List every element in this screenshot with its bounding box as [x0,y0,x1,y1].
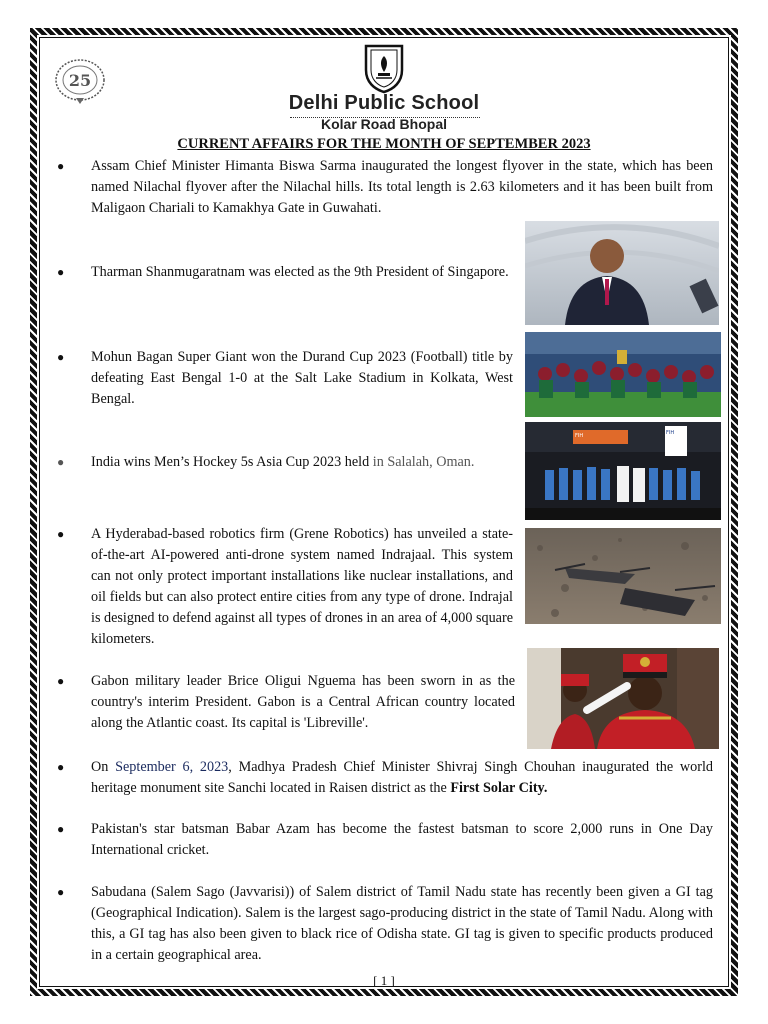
bullet: ● [57,760,65,774]
bullet: ● [57,527,65,541]
solar-city-highlight: First Solar City. [450,780,548,796]
news-item-solar-city [91,757,713,799]
solar-city-prefix: On [91,759,116,775]
news-item-hockey-5s [91,452,521,473]
durand-cup-photo [525,332,721,417]
news-item-singapore-president: Tharman Shanmugaratnam was elected as the 9th President of Singapore. [91,264,509,280]
news-item-durand-cup: Mohun Bagan Super Giant won the Durand Cup 2023 (Football) title by defeating East Bengal 1-0 at the Salt Lake Stadium in Kolkata, West Bengal. [91,349,513,407]
solar-city-body: , Madhya Pradesh Chief Minister Shivraj Singh Chouhan inaugurated the world heritage monument site Sanchi located in Raisen district as the [91,759,714,796]
bullet: ● [57,674,65,688]
bullet: ● [57,265,65,279]
hockey-team-photo [525,422,721,520]
page-title: CURRENT AFFAIRS FOR THE MONTH OF SEPTEMBER 2023 [177,136,591,152]
svg-text:FIH: FIH [666,430,675,436]
svg-text:25: 25 [68,71,92,90]
page-number: [ 1 ] [373,973,395,988]
bullet: ● [57,350,65,364]
singapore-president-photo [525,221,719,325]
news-item-babar-azam: Pakistan's star batsman Babar Azam has become the fastest batsman to score 2,000 runs in One Day International cricket. [91,821,713,858]
school-location: Kolar Road Bhopal [320,116,447,132]
bullet: ● [57,455,65,469]
school-crest-icon [360,42,408,94]
bullet: ● [57,885,65,899]
svg-text:FIH: FIH [575,433,584,439]
news-item-anti-drone: A Hyderabad-based robotics firm (Grene Robotics) has unveiled a state-of-the-art AI-powered anti-drone system named Indrajaal. This system can not only protect important installations like nuclear installations, and oil fields but can also protect entire cities from any type of drone. Indrajal is designed to defend against all types of drones in an area of 4,000 square kilometers. [91,526,513,647]
bullet: ● [57,822,65,836]
news-item-gi-tag: Sabudana (Salem Sago (Javvarisi)) of Salem district of Tamil Nadu state has recently been given a GI tag (Geographical Indication). Salem is the largest sago-producing district in the state of Tamil Nadu. Along with this, a GI tag has also been given to black rice of Odisha state. GI tag is given to specific products produced in a certain geographical area. [91,884,713,963]
news-item-gabon: Gabon military leader Brice Oligui Nguema has been sworn in as the country's interim President. Gabon is a Central African country located along the Atlantic coast. Its capital is 'Libreville'. [91,673,515,731]
solar-city-date: September 6, 2023 [115,759,229,775]
hockey-headline: India wins Men’s Hockey 5s Asia Cup 2023 held [91,454,370,470]
anti-drone-photo [525,528,721,624]
news-item-flyover: Assam Chief Minister Himanta Biswa Sarma inaugurated the longest flyover in the state, which has been named Nilachal flyover after the Nilachal hills. Its total length is 2.63 kilometers and it has been built from Maligaon Chariali to Kamakhya Gate in Guwahati. [91,158,713,216]
gabon-leader-photo [527,648,719,749]
school-name: Delhi Public School [288,92,480,114]
hockey-location: in Salalah, Oman. [369,454,475,470]
bullet: ● [57,159,65,173]
